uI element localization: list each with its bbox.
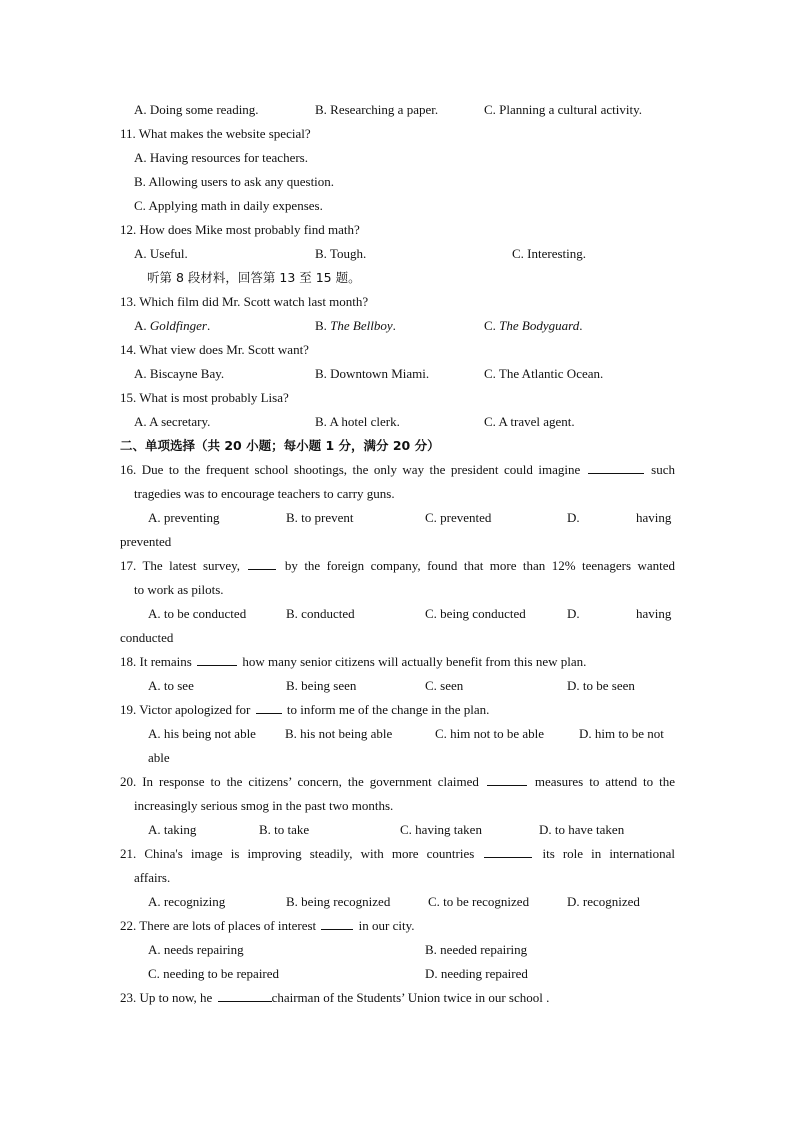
q12-option-b: B. Tough. (315, 246, 367, 261)
q20-option-b: B. to take (259, 822, 310, 837)
q18-option-d: D. to be seen (567, 678, 635, 693)
q18-blank (197, 651, 237, 666)
q20-option-a: A. taking (148, 822, 197, 837)
q19-blank (256, 699, 282, 714)
q22-stem (0, 914, 794, 938)
q22-option-b: B. needed repairing (425, 942, 528, 957)
q19-option-b: B. his not being able (285, 726, 393, 741)
q20-line2-text: increasingly serious smog in the past two months. (134, 798, 394, 813)
q21-stem-line1 (0, 842, 794, 866)
q11-option-a-text: A. Having resources for teachers. (134, 150, 308, 165)
q13-stem (0, 290, 794, 314)
q15-option-a: A. A secretary. (134, 414, 211, 429)
section-2-heading (0, 434, 794, 458)
q22-options-row2 (0, 962, 794, 986)
q11-option-b (0, 170, 794, 194)
q22-option-a: A. needs repairing (148, 942, 244, 957)
q17-line1 (120, 554, 675, 578)
q18-options (0, 674, 794, 698)
q14-option-c: C. The Atlantic Ocean. (484, 366, 604, 381)
q13-option-a-letter: A. (134, 318, 147, 333)
q11-option-c (0, 194, 794, 218)
q17-option-b: B. conducted (286, 606, 355, 621)
q13-option-a (134, 314, 210, 338)
q17-options (0, 602, 794, 626)
listening-instruction (0, 266, 794, 290)
q16-option-a: A. preventing (148, 510, 220, 525)
q13-option-a-title: Goldfinger (149, 318, 207, 333)
q10-option-a: A. Doing some reading. (134, 102, 259, 117)
q20-option-d: D. to have taken (539, 822, 625, 837)
q23-stem-b: chairman of the Students’ Union twice in our school . (271, 990, 550, 1005)
q17-option-a: A. to be conducted (148, 606, 247, 621)
q22-stem-a: 22. There are lots of places of interest (120, 918, 317, 933)
q12-options (0, 242, 794, 266)
q19-option-a: A. his being not able (148, 726, 256, 741)
q10-option-c: C. Planning a cultural activity. (484, 102, 643, 117)
q18-stem-a: 18. It remains (120, 654, 192, 669)
q22-stem-b: in our city. (358, 918, 415, 933)
q21-option-c: C. to be recognized (428, 894, 530, 909)
q20-stem-line2 (0, 794, 794, 818)
q16-options (0, 506, 794, 530)
q19-stem-text (120, 698, 489, 722)
q17-stem-line1 (0, 554, 794, 578)
q14-options (0, 362, 794, 386)
q18-option-c: C. seen (425, 678, 464, 693)
q22-stem-text (120, 914, 414, 938)
q16-option-d: D. (567, 510, 580, 525)
q19-options-wrap (0, 746, 794, 770)
q15-option-c: C. A travel agent. (484, 414, 575, 429)
q18-stem (0, 650, 794, 674)
q19-option-c: C. him not to be able (435, 726, 545, 741)
q16-line1-b: such (651, 462, 676, 477)
q13-option-b (315, 314, 396, 338)
q10-option-b: B. Researching a paper. (315, 102, 439, 117)
q14-option-a: A. Biscayne Bay. (134, 366, 225, 381)
q19-stem (0, 698, 794, 722)
q16-line1 (120, 458, 675, 482)
q13-option-b-title: The Bellboy (330, 318, 393, 333)
q16-option-d-wrap: prevented (120, 534, 172, 549)
q23-stem-a: 23. Up to now, he (120, 990, 213, 1005)
q15-stem-text: 15. What is most probably Lisa? (120, 390, 289, 405)
q21-blank (484, 843, 532, 858)
q11-option-b-text: B. Allowing users to ask any question. (134, 174, 335, 189)
q21-line1 (120, 842, 675, 866)
q12-stem (0, 218, 794, 242)
q15-option-b: B. A hotel clerk. (315, 414, 400, 429)
q23-stem (0, 986, 794, 1010)
q21-option-a: A. recognizing (148, 894, 226, 909)
q11-option-c-text: C. Applying math in daily expenses. (134, 198, 323, 213)
q16-line1-a: 16. Due to the frequent school shootings, the only way the president could imagine (120, 462, 581, 477)
q20-options (0, 818, 794, 842)
q16-blank (588, 459, 644, 474)
q19-stem-b: to inform me of the change in the plan. (286, 702, 490, 717)
q13-options (0, 314, 794, 338)
q23-blank (218, 987, 272, 1002)
q13-option-b-letter: B. (315, 318, 327, 333)
q16-line2-text: tragedies was to encourage teachers to carry guns. (134, 486, 395, 501)
q16-option-d-text: having (636, 510, 672, 525)
q14-option-b: B. Downtown Miami. (315, 366, 430, 381)
q16-stem-line2 (0, 482, 794, 506)
q17-line1-a: 17. The latest survey, (120, 558, 241, 573)
q22-option-c: C. needing to be repaired (148, 966, 280, 981)
q19-option-d: D. him to be not (579, 726, 664, 741)
q16-option-c: C. prevented (425, 510, 492, 525)
q17-line1-b: by the foreign company, found that more than 12% teenagers wanted (284, 558, 676, 573)
q13-option-c-title: The Bodyguard (499, 318, 580, 333)
q19-options (0, 722, 794, 746)
q14-stem (0, 338, 794, 362)
q17-line2-text: to work as pilots. (134, 582, 224, 597)
q21-options (0, 890, 794, 914)
q12-option-c: C. Interesting. (512, 246, 587, 261)
q10-options (0, 98, 794, 122)
q21-line2-text: affairs. (134, 870, 171, 885)
q16-option-b: B. to prevent (286, 510, 354, 525)
q13-stem-text: 13. Which film did Mr. Scott watch last month? (120, 294, 369, 309)
q16-options-wrap (0, 530, 794, 554)
q17-option-d: D. (567, 606, 580, 621)
q21-line1-b: its role in international (542, 846, 676, 861)
q21-option-b: B. being recognized (286, 894, 391, 909)
q19-option-d-wrap: able (148, 750, 170, 765)
q11-stem (0, 122, 794, 146)
q20-stem-line1 (0, 770, 794, 794)
q13-option-a-end: . (206, 318, 211, 333)
q21-option-d: D. recognized (567, 894, 640, 909)
q12-stem-text: 12. How does Mike most probably find math? (120, 222, 360, 237)
q11-stem-text: 11. What makes the website special? (120, 126, 311, 141)
q13-option-c (484, 314, 582, 338)
q23-stem-text (120, 986, 549, 1010)
q15-stem (0, 386, 794, 410)
q18-option-b: B. being seen (286, 678, 357, 693)
q15-options (0, 410, 794, 434)
q13-option-c-letter: C. (484, 318, 496, 333)
q13-option-b-end: . (392, 318, 396, 333)
q17-option-d-wrap: conducted (120, 630, 174, 645)
q20-line1-a: 20. In response to the citizens’ concern, the government claimed (120, 774, 479, 789)
q21-line1-a: 21. China's image is improving steadily, with more countries (120, 846, 475, 861)
q17-options-wrap (0, 626, 794, 650)
q22-blank (321, 915, 353, 930)
q13-option-c-end: . (579, 318, 583, 333)
q14-stem-text: 14. What view does Mr. Scott want? (120, 342, 309, 357)
q17-option-c: C. being conducted (425, 606, 526, 621)
q16-stem-line1 (0, 458, 794, 482)
q17-blank (248, 555, 276, 570)
section-2-heading-text: 二、单项选择（共 20 小题；每小题 1 分，满分 20 分） (120, 438, 440, 453)
q19-stem-a: 19. Victor apologized for (120, 702, 251, 717)
q18-stem-b: how many senior citizens will actually benefit from this new plan. (242, 654, 587, 669)
q18-option-a: A. to see (148, 678, 194, 693)
q20-option-c: C. having taken (400, 822, 482, 837)
q17-option-d-text: having (636, 606, 672, 621)
q20-line1 (120, 770, 675, 794)
q20-blank (487, 771, 527, 786)
q11-option-a (0, 146, 794, 170)
q17-stem-line2 (0, 578, 794, 602)
q21-stem-line2 (0, 866, 794, 890)
listening-instruction-text: 听第 8 段材料，回答第 13 至 15 题。 (147, 270, 361, 285)
q18-stem-text (120, 650, 586, 674)
q12-option-a: A. Useful. (134, 246, 188, 261)
q20-line1-b: measures to attend to the (534, 774, 676, 789)
q22-options-row1 (0, 938, 794, 962)
q22-option-d: D. needing repaired (425, 966, 528, 981)
